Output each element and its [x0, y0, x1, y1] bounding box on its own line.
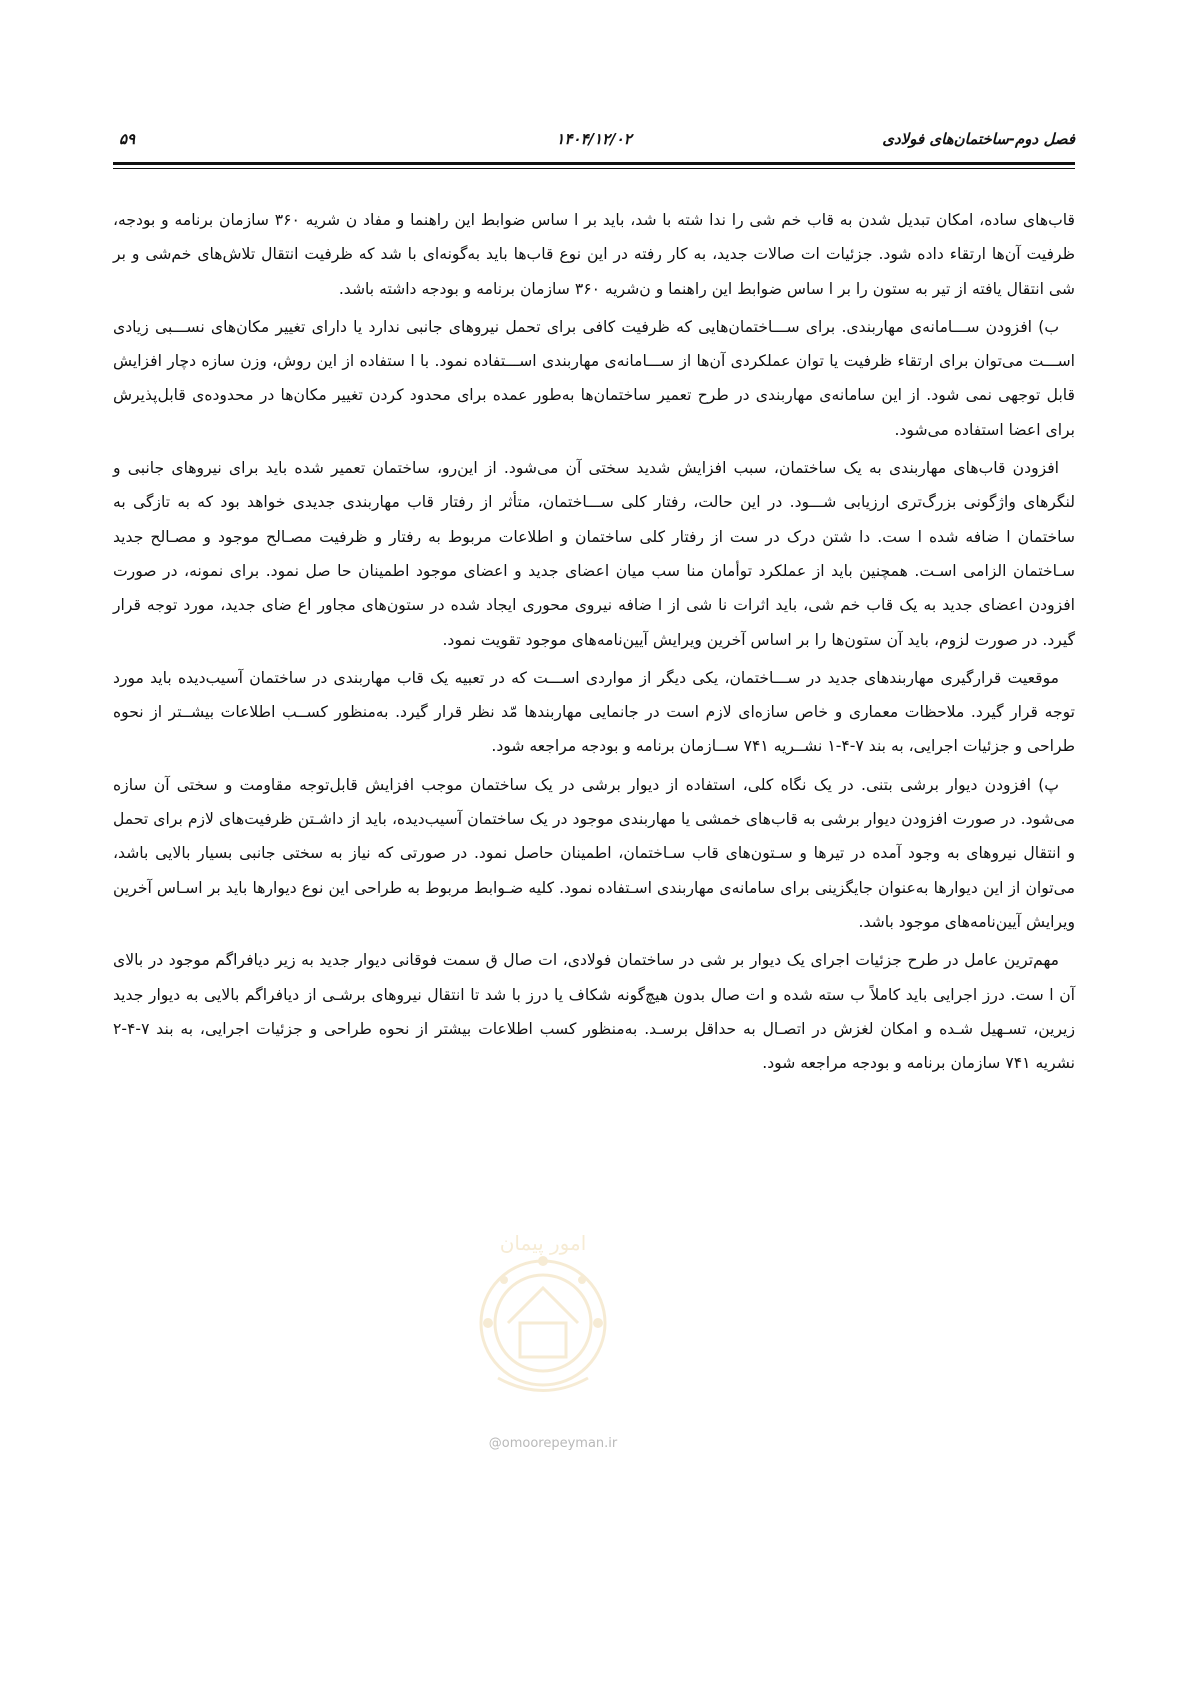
paragraph-1: قاب‌های ساده، امکان تبدیل شدن به قاب خم شی را ندا شته با شد، باید بر ا ساس ضوابط این راهنما و مفاد ن شریه ۳۶۰ سازمان برنامه و بودجه، ظرفیت آن‌ها ارتقاء داده شود. جزئیات ات صالات جدید، به کار رفته در این نوع قاب‌ها باید به‌گونه‌ای با شد که ظرفیت انتقال تلاش‌های خم‌شی و بر شی انتقال یافته از تیر به ستون را بر ا ساس ضوابط این راهنما و ن‌شریه ۳۶۰ سازمان برنامه و بودجه داشته باشد. — [113, 211, 1075, 298]
paragraph-6: مهم‌ترین عامل در طرح جزئیات اجرای یک دیوار بر شی در ساختمان فولادی، ات صال ق سمت فوقانی دیوار جدید به زیر دیافراگم موجود در بالای آن ا ست. درز اجرایی باید کاملاً ب سته شده و ات صال بدون هیچ‌گونه شکاف یا درز با شد تا انتقال نیروهای برشـی از دیافراگم بالایی به دیوار جدید زیرین، تسـهیل شـده و امکان لغزش در اتصـال به حداقل برسـد. به‌منظور کسب اطلاعات بیشتر از نحوه طراحی و جزئیات اجرایی، به بند ۷-۴-۲ نشریه ۷۴۱ سازمان برنامه و بودجه مراجعه شود. — [113, 951, 1075, 1073]
header-date: ۱۴۰۴/۱۲/۰۲ — [556, 130, 632, 148]
page-header — [113, 118, 1075, 158]
watermark-caption: @omoorepeyman.ir — [488, 1436, 618, 1451]
watermark-logo — [468, 1228, 618, 1408]
header-rule-thin — [113, 168, 1075, 169]
chapter-title: فصل دوم-ساختمان‌های فولادی — [882, 130, 1075, 148]
paragraph-3: افزودن قاب‌های مهاربندی به یک ساختمان، سبب افزایش شدید سختی آن می‌شود. از این‌رو، ساختمان تعمیر شده باید برای نیروهای جانبی و لنگرهای واژگونی بزرگ‌تری ارزیابی شـــود. در این حالت، رفتار کلی ســـاختمان، متأثر از رفتار قاب مهاربندی جدیدی خواهد بود که به تازگی به ساختمان ا ضافه شده ا ست. دا شتن درک در ست از رفتار کلی ساختمان و اطلاعات مربوط به رفتار و ظرفیت مصـالح موجود و مصـالح جدید سـاختمان الزامی اسـت. همچنین باید از عملکرد توأمان منا سب میان اعضای جدید و اعضای موجود اطمینان حا صل نمود. برای نمونه، در صورت افزودن اعضای جدید به یک قاب خم شی، باید اثرات نا شی از ا ضافه نیروی محوری ایجاد شده در ستون‌های مجاور اع ضای جدید، مورد توجه قرار گیرد. در صورت لزوم، باید آن ستون‌ها را بر اساس آخرین ویرایش آیین‌نامه‌های موجود تقویت نمود. — [113, 459, 1075, 649]
body-text — [113, 203, 1075, 1084]
paragraph-5: پ) افزودن دیوار برشی بتنی. در یک نگاه کلی، استفاده از دیوار برشی در یک ساختمان موجب افزایش قابل‌توجه مقاومت و سختی آن سازه می‌شود. در صورت افزودن دیوار برشی به قاب‌های خمشی یا مهاربندی موجود در یک ساختمان آسیب‌دیده، باید از داشـتن ظرفیت‌های لازم برای تحمل و انتقال نیروهای به وجود آمده در تیرها و سـتون‌های قاب سـاختمان، اطمینان حاصل نمود. در صورتی که نیاز به سختی جانبی بسیار بالایی باشد، می‌توان از این دیوارها به‌عنوان جایگزینی برای سامانه‌ی مهاربندی اسـتفاده نمود. کلیه ضـوابط مربوط به طراحی این نوع دیوارها باید بر اسـاس آخرین ویرایش آیین‌نامه‌های موجود باشد. — [113, 775, 1075, 931]
paragraph-4: موقعیت قرارگیری مهاربندهای جدید در ســـاختمان، یکی دیگر از مواردی اســـت که در تعبیه یک قاب مهاربندی در ساختمان آسیب‌دیده باید مورد توجه قرار گیرد. ملاحظات معماری و خاص سازه‌ای لازم است در جانمایی مهاربندها مّد نظر قرار گیرد. به‌منظور کســب اطلاعات بیشــتر از نحوه طراحی و جزئیات اجرایی، به بند ۷-۴-۱ نشــریه ۷۴۱ ســازمان برنامه و بودجه مراجعه شود. — [113, 668, 1075, 756]
watermark-logo-text: امور پیمان — [499, 1231, 587, 1255]
header-rule-thick — [113, 162, 1075, 165]
page-number: ۵۹ — [119, 130, 136, 148]
paragraph-2: ب) افزودن ســـامانه‌ی مهاربندی. برای ســـاختمان‌هایی که ظرفیت کافی برای تحمل نیروهای جانبی ندارد یا دارای تغییر مکان‌های نســـبی زیادی اســـت می‌توان برای ارتقاء ظرفیت یا توان عملکردی آن‌ها از ســـامانه‌ی مهاربندی اســـتفاده نمود. با ا ستفاده از این روش، وزن سازه دچار افزایش قابل توجهی نمی شود. از این سامانه‌ی مهاربندی در طرح تعمیر ساختمان‌ها به‌طور عمده برای محدود کردن تغییر مکان‌ها در محدوده‌ی قابل‌پذیرش برای اعضا استفاده می‌شود. — [113, 317, 1075, 439]
